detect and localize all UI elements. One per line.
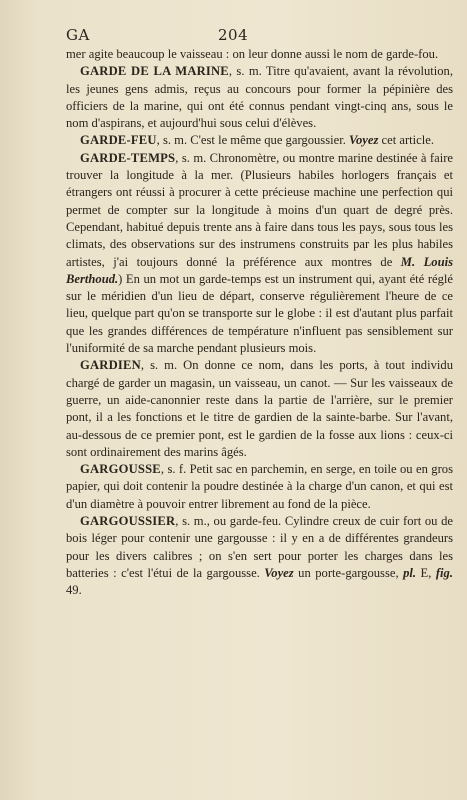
entry-definition: , s. m. On donne ce nom, dans les ports, à tout individu chargé de garder un magasin, un vaisseau, un canot. — Sur les vaisseaux de guerre, un aide-canonnier reste dans la partie de l'arrière, sur le premier pont, il a les fonctions et le titre de gardien de la sainte-barbe. Sur l'avant, au-dessous de ce premier pont, est le gardien de la fosse aux lions : ceux-ci sont ordinairement des marins âgés.	[66, 358, 453, 459]
see-reference: Voyez	[264, 565, 294, 580]
entry-continuation	[66, 46, 453, 63]
entry-term: GARDE-TEMPS	[80, 150, 176, 165]
continuation-text: mer agite beaucoup le vaisseau : on leur donne aussi le nom de garde-fou.	[66, 47, 439, 61]
page-number: 204	[218, 26, 249, 44]
entry-definition: , s. m. Chronomètre, ou montre marine destinée à faire trouver la longitude à la mer. (Plusieurs habiles horlogers français et étrangers ont réussi à procurer à cette précieuse machine une perfection qui permet de compter sur la longitude à moins d'un quart de degré près. Cependant, habitué depuis trente ans à faire dans tous les pays, sous tous les climats, des observations sur des instrumens construits par les plus habiles artistes, j'ai toujours donné la préférence aux montres de	[66, 150, 453, 269]
figure-number: 49.	[66, 583, 82, 598]
entry-definition-mid: un porte-gargousse,	[293, 565, 404, 580]
see-reference: Voyez	[349, 133, 379, 148]
entry-term: GARDE-FEU	[80, 133, 157, 148]
entry-definition: , s. m., ou garde-feu. Cylindre creux de cuir fort ou de bois léger pour contenir une gargousse : il y en a de différentes grandeurs pour les divers calibres ; on s'en sert pour porter les charges dans les batteries : c'est l'étui de la gargousse.	[66, 514, 453, 580]
entry-definition: , s. m. C'est le même que gargoussier.	[156, 133, 346, 148]
running-head	[66, 26, 453, 46]
entry-garde-de-la-marine	[66, 63, 453, 132]
entry-term: GARGOUSSE	[80, 462, 161, 477]
plate-letter: E,	[416, 565, 436, 580]
person-name: M. Louis Berthoud.	[66, 254, 453, 286]
entry-term: GARGOUSSIER	[80, 514, 176, 529]
plate-abbrev: pl.	[403, 565, 417, 580]
figure-abbrev: fig.	[435, 565, 453, 580]
entry-definition: , s. f. Petit sac en parchemin, en serge, en toile ou en gros papier, qui doit contenir la poudre destinée à la charge d'un canon, et qui est d'un diamètre à pouvoir entrer librement au fond de la pièce.	[66, 462, 453, 511]
entry-garde-temps	[66, 150, 453, 358]
entry-gardien	[66, 357, 453, 461]
entry-gargoussier	[66, 513, 453, 599]
entry-definition: , s. m. Titre qu'avaient, avant la révolution, les jeunes gens admis, reçus au concours pour former la pépinière des officiers de la marine, qui ont été connus pendant vingt-cinq ans, sous le nom d'aspirans, et aujourd'hui sous celui d'élèves.	[66, 64, 453, 131]
entry-definition-end: cet article.	[378, 133, 434, 148]
dictionary-text	[66, 46, 453, 600]
entry-term: GARDIEN	[80, 358, 141, 373]
entry-garde-feu	[66, 132, 453, 149]
entry-gargousse	[66, 461, 453, 513]
entry-term: GARDE DE LA MARINE	[80, 64, 229, 79]
entry-definition-end: ) En un mot un garde-temps est un instrument qui, ayant été réglé sur le méridien d'un lieu de départ, conserve régulièrement l'heure de ce lieu, quelque part qu'on se transporte sur le globe : il est d'autant plus parfait que les grandes différences de température n'influent pas sensiblement sur l'uniformité de sa marche pendant plusieurs mois.	[66, 271, 453, 356]
running-head-word: GA	[66, 26, 90, 44]
